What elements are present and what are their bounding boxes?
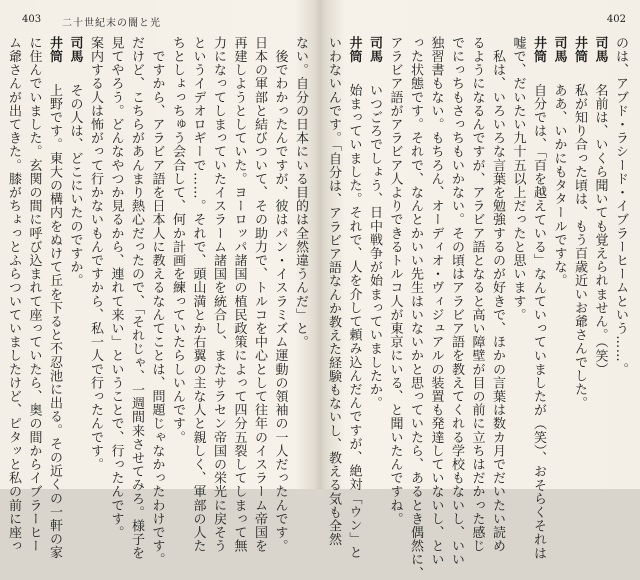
line-text: 日本の軍部と結びついて、その助力で、トルコを中心として往年のイスラーム帝国を: [252, 36, 267, 553]
text-line: [23, 36, 44, 553]
line-text: 私が知り合った頃は、もう百歳近いお爺さんでした。: [572, 83, 587, 410]
body-text: [6, 36, 310, 567]
text-line: [446, 36, 467, 567]
line-text: その人は、どこにいたのですか。: [67, 83, 83, 288]
text-line: [290, 36, 311, 476]
line-text: に住んでいました。玄関の間に呼び込まれて座っていたら、奥の間からイブラーヒー: [26, 36, 42, 553]
line-text: 見てやろう。どんなやつか見るから、連れて来い」ということで、行ったんです。: [108, 36, 124, 540]
text-line: [487, 36, 508, 553]
text-line: [64, 36, 85, 476]
speaker-label: 司馬: [551, 36, 567, 64]
text-line: [466, 36, 487, 553]
line-text: 嘘で、だいたい九十五以上だったと思います。: [510, 36, 526, 322]
running-title: 二十世紀末の闇と光: [62, 18, 161, 29]
right-page: [322, 0, 640, 580]
page-number: 402: [606, 14, 626, 25]
text-line: [249, 36, 270, 553]
line-text: ですから、アラビア語を日本人に教えるなんてことは、問題じゃなかったわけです。: [149, 36, 165, 567]
text-line: [167, 36, 188, 476]
text-line: [269, 36, 290, 553]
text-line: [85, 36, 106, 476]
line-text: アラビア語がアラビア人よりできるトルコ人が東京にいる、と聞いたんですね。: [387, 36, 403, 526]
speaker-label: 井筒: [572, 36, 587, 64]
text-line: [425, 36, 446, 567]
text-line: [589, 36, 610, 476]
speaker-label: 司馬: [367, 36, 382, 64]
speaker-label: 井筒: [531, 36, 546, 64]
text-line: [405, 36, 426, 580]
line-text: のは、アブド・ラシード・イブラーヒームという……。: [613, 36, 628, 376]
text-line: [343, 36, 364, 560]
text-line: [208, 36, 229, 553]
line-text: 力になってしまっていたイスラーム諸国を統合し、またサラセン帝国の栄光に戻そう: [211, 36, 226, 553]
text-line: [548, 36, 569, 476]
line-text: 後でわかったんですが、彼はパン・イスラミズム運動の領袖の一人だったんです。: [272, 36, 288, 553]
page-number: 403: [22, 14, 42, 25]
text-line: [507, 36, 528, 476]
left-page: [0, 0, 318, 567]
text-line: [528, 36, 549, 560]
line-text: った状態です。それで、なんとかいい先生はいないかと思っていたら、あるとき偶然に、: [408, 36, 423, 580]
speaker-label: 司馬: [592, 36, 608, 64]
line-text: るようになるんですが、アラビア語となると高い障壁が目の前に立ちはだかった感じ: [469, 36, 485, 553]
line-text: ない。自分の日本にいる目的は全然違うんだ」と。: [293, 36, 308, 349]
line-text: 始まっていました。それで、人を介して頼み込んだんですが、絶対「ウン」と: [346, 83, 362, 560]
text-line: [384, 36, 405, 526]
line-text: いつごろでしょう、日中戦争が始まっていましたか。: [367, 83, 382, 410]
speaker-label: 井筒: [346, 36, 362, 64]
line-text: 名前は、いくら聞いても覚えられません。（笑）: [592, 83, 608, 377]
speaker-label: 井筒: [47, 36, 62, 64]
text-line: [187, 36, 208, 553]
line-text: というイデオロギーで……。それで、頭山満とか右翼の主な人と親しく、軍部の人た: [190, 36, 206, 553]
text-line: [364, 36, 385, 476]
text-line: [228, 36, 249, 553]
line-text: 案内する人は怖がって行かないもんですから、私一人で行ったんです。: [88, 36, 103, 472]
line-text: だけど、こちらがあんまり熱心だったので、「それじゃ、一週間来させてみろ。様子を: [129, 36, 144, 560]
line-text: 上野です。東大の構内をぬけて丘を下ると不忍池に出る。その近くの一軒の家: [47, 83, 62, 560]
body-text: [326, 36, 630, 580]
line-text: ちとしょっちゅう会合して、何か計画を練っていたらしいんです。: [170, 36, 185, 444]
line-text: いわないんです。「自分は、アラビア語なんか教えた経験もないし、教える気も全然: [326, 36, 341, 547]
line-text: 私は、いろいろな言葉を勉強するのが好きで、ほかの言葉は数カ月でだいたい読め: [490, 36, 505, 553]
text-line: [323, 36, 344, 547]
text-line: [3, 36, 24, 553]
text-line: [126, 36, 147, 560]
line-text: 自分では、「百を越えている」なんていっていましたが（笑）、おそらくそれは: [531, 83, 546, 560]
text-line: [146, 36, 167, 567]
line-text: ああ、いかにもタタールですな。: [551, 83, 567, 288]
speaker-label: 司馬: [67, 36, 83, 64]
line-text: でにっちもさっちもいかない。その頃はアラビア語を教えてくれる学校もないし、いい: [449, 36, 464, 567]
text-line: [105, 36, 126, 540]
text-line: [569, 36, 590, 476]
text-line: [610, 36, 631, 476]
line-text: 独習書もない。もちろん、オーディオ・ヴィジュアルの装置も発達していないし、とい: [428, 36, 444, 567]
text-line: [44, 36, 65, 560]
line-text: ム爺さんが出てきた。膝がちょっとふらついていましたけど、ピタッと私の前に座っ: [6, 36, 21, 553]
line-text: 再建しようとしていた。ヨーロッパ諸国の植民政策によって四分五裂してしまって無: [231, 36, 247, 553]
